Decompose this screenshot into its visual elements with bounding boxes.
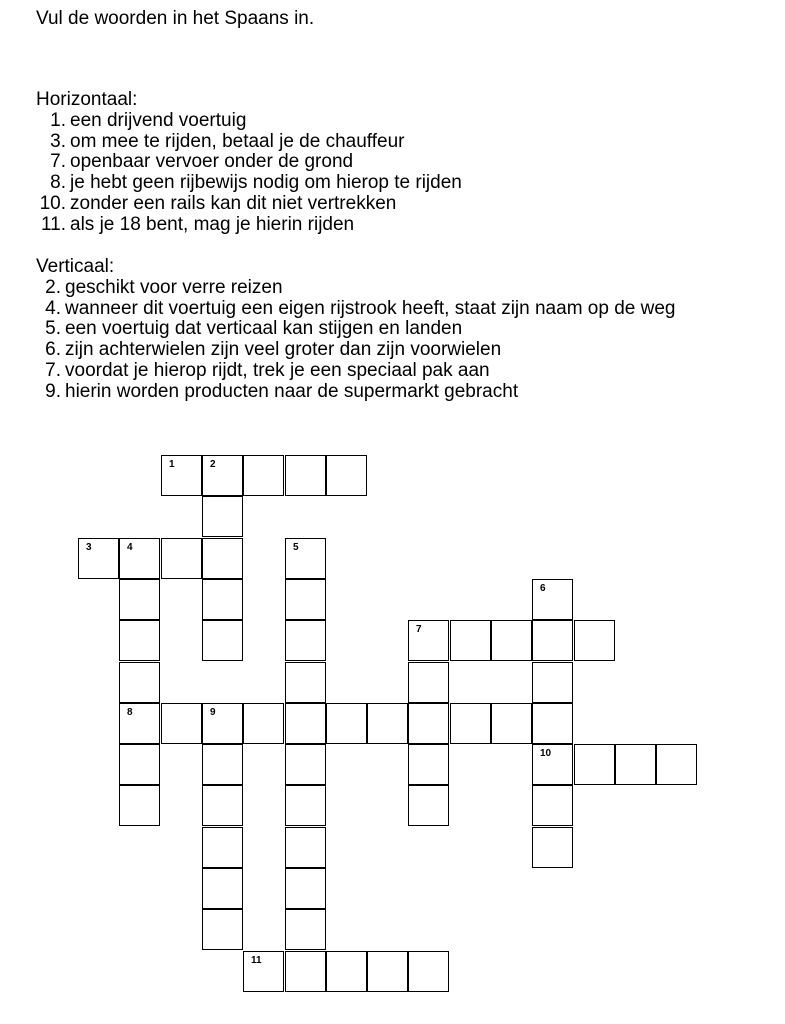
clue-number: 6. [45,339,61,361]
clue-text: als je 18 bent, mag je hierin rijden [70,213,355,235]
down-heading: Verticaal: [36,256,115,277]
cell-number: 10 [540,748,552,759]
crossword-cell[interactable] [202,744,243,785]
crossword-cell[interactable] [450,703,491,744]
crossword-cell[interactable] [161,538,202,579]
cell-number: 3 [86,542,92,553]
across-clue-list [36,111,462,236]
crossword-cell[interactable] [202,496,243,537]
clue-across-11 [36,215,462,236]
clue-number: 2. [45,276,61,298]
crossword-cell[interactable] [326,455,367,496]
crossword-cell[interactable] [532,620,573,661]
crossword-cell[interactable] [119,744,160,785]
crossword-cell[interactable] [408,662,449,703]
cell-number: 5 [293,542,299,553]
crossword-cell[interactable] [532,827,573,868]
clue-down-4 [36,299,675,320]
crossword-cell[interactable] [408,620,449,661]
clue-text: een drijvend voertuig [70,109,247,131]
clue-number: 11. [40,213,66,235]
cell-number: 11 [251,955,262,966]
clue-text: zonder een rails kan dit niet vertrekken [70,192,397,214]
cell-number: 1 [169,459,175,470]
clue-text: openbaar vervoer onder de grond [70,151,354,173]
crossword-cell[interactable] [532,703,573,744]
crossword-cell[interactable] [202,620,243,661]
crossword-cell[interactable] [656,744,697,785]
cell-number: 7 [416,624,422,635]
crossword-cell[interactable] [532,744,573,785]
crossword-cell[interactable] [408,703,449,744]
crossword-cell[interactable] [574,620,615,661]
crossword-cell[interactable] [574,744,615,785]
crossword-cell[interactable] [532,785,573,826]
clue-text: je hebt geen rijbewijs nodig om hierop te rijden [70,172,462,194]
crossword-cell[interactable] [285,662,326,703]
crossword-cell[interactable] [285,703,326,744]
clue-number: 7. [50,151,66,173]
down-clue-list [36,278,675,403]
clue-across-1 [36,111,462,132]
crossword-cell[interactable] [615,744,656,785]
crossword-cell[interactable] [367,703,408,744]
clue-across-10 [36,194,462,215]
instruction-text: Vul de woorden in het Spaans in. [36,8,315,29]
crossword-cell[interactable] [243,951,284,992]
clue-number: 10. [39,192,66,214]
crossword-cell[interactable] [285,868,326,909]
cell-number: 4 [127,542,133,553]
crossword-cell[interactable] [119,785,160,826]
down-clues [36,257,675,403]
crossword-cell[interactable] [202,455,243,496]
crossword-cell[interactable] [285,951,326,992]
crossword-cell[interactable] [285,827,326,868]
crossword-cell[interactable] [285,744,326,785]
clue-text: om mee te rijden, betaal je de chauffeur [70,130,405,152]
crossword-cell[interactable] [119,662,160,703]
across-heading: Horizontaal: [36,89,138,110]
crossword-cell[interactable] [243,703,284,744]
cell-number: 8 [127,707,133,718]
clue-down-2 [36,278,675,299]
crossword-cell[interactable] [408,785,449,826]
clue-down-5 [36,319,675,340]
crossword-cell[interactable] [285,538,326,579]
clue-text: geschikt voor verre reizen [65,276,283,298]
crossword-cell[interactable] [326,951,367,992]
crossword-cell[interactable] [408,744,449,785]
crossword-cell[interactable] [491,620,532,661]
clue-number: 7. [45,359,61,381]
crossword-cell[interactable] [202,909,243,950]
crossword-cell[interactable] [202,785,243,826]
crossword-cell[interactable] [326,703,367,744]
crossword-cell[interactable] [367,951,408,992]
clue-across-3 [36,132,462,153]
crossword-cell[interactable] [202,538,243,579]
crossword-cell[interactable] [243,455,284,496]
crossword-cell[interactable] [285,909,326,950]
crossword-cell[interactable] [202,868,243,909]
clue-number: 1. [50,109,66,131]
clue-down-9 [36,382,675,403]
crossword-cell[interactable] [285,455,326,496]
clue-text: hierin worden producten naar de supermarkt gebracht [65,380,519,402]
clue-text: een voertuig dat verticaal kan stijgen en landen [65,318,463,340]
cell-number: 2 [210,459,216,470]
clue-across-7 [36,152,462,173]
clue-number: 9. [45,380,61,402]
crossword-cell[interactable] [450,620,491,661]
crossword-cell[interactable] [491,703,532,744]
crossword-cell[interactable] [285,785,326,826]
crossword-cell[interactable] [285,579,326,620]
crossword-cell[interactable] [285,620,326,661]
crossword-cell[interactable] [532,662,573,703]
clue-text: zijn achterwielen zijn veel groter dan zijn voorwielen [65,339,502,361]
across-clues [36,90,462,236]
clue-down-7 [36,361,675,382]
crossword-cell[interactable] [161,455,202,496]
crossword-cell[interactable] [119,703,160,744]
crossword-cell[interactable] [119,538,160,579]
clue-across-8 [36,173,462,194]
clue-down-6 [36,340,675,361]
crossword-cell[interactable] [161,703,202,744]
crossword-cell[interactable] [202,703,243,744]
crossword-cell[interactable] [119,620,160,661]
crossword-cell[interactable] [202,827,243,868]
clue-number: 3. [50,130,66,152]
cell-number: 6 [540,583,546,594]
clue-text: voordat je hierop rijdt, trek je een speciaal pak aan [65,359,490,381]
clue-text: wanneer dit voertuig een eigen rijstrook heeft, staat zijn naam op de weg [65,297,676,319]
crossword-cell[interactable] [532,579,573,620]
crossword-cell[interactable] [78,538,119,579]
clue-number: 8. [50,172,66,194]
clue-number: 5. [45,318,61,340]
crossword-cell[interactable] [202,579,243,620]
crossword-cell[interactable] [119,579,160,620]
clue-number: 4. [45,297,61,319]
crossword-cell[interactable] [408,951,449,992]
cell-number: 9 [210,707,216,718]
